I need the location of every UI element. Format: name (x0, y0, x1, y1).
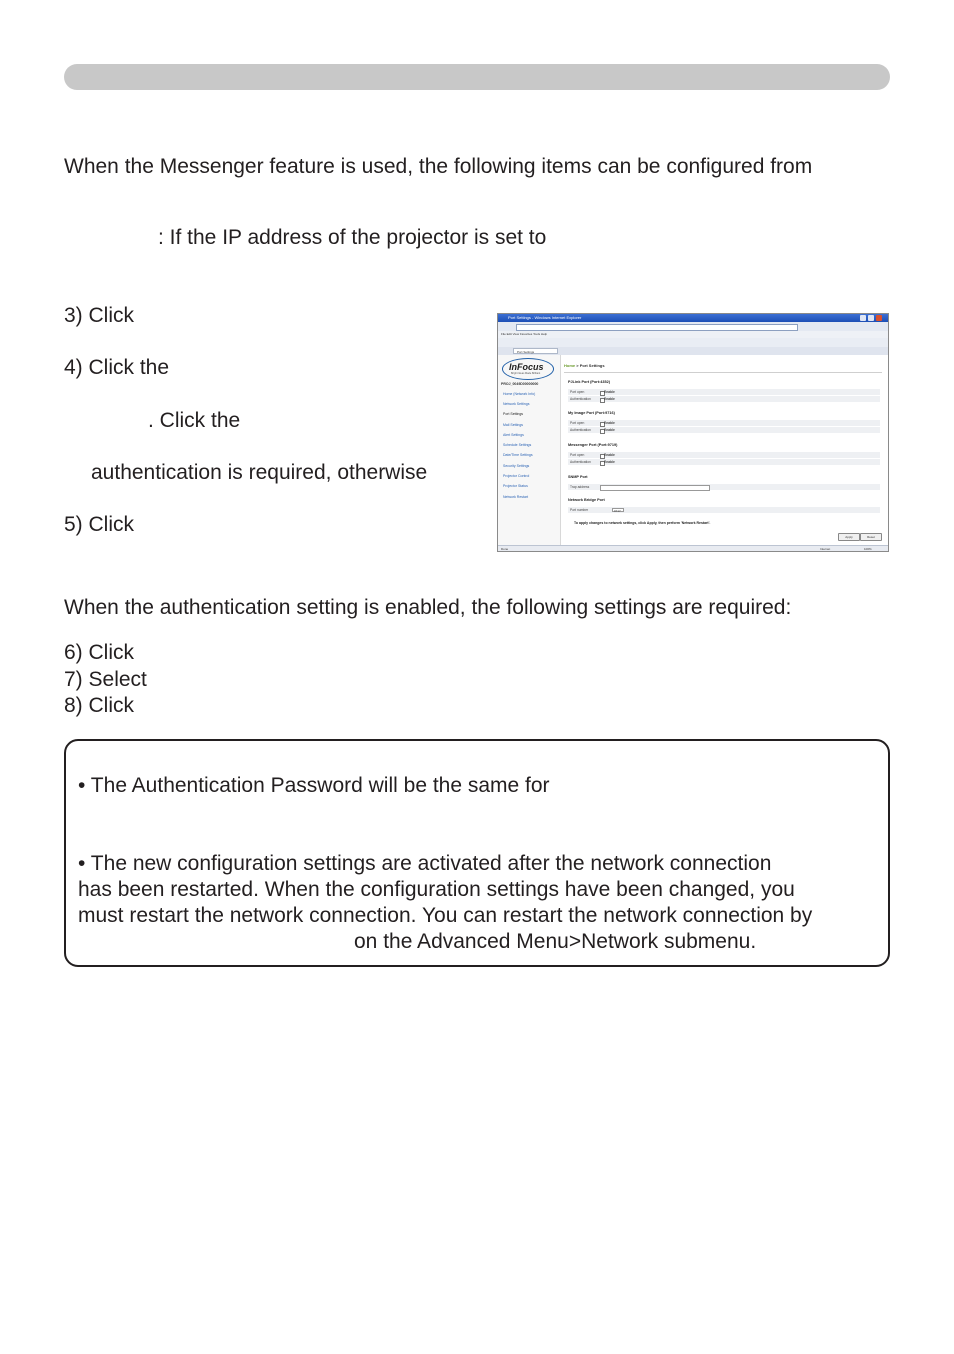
sidebar-item-network-settings[interactable]: Network Settings (503, 402, 530, 406)
port-settings-screenshot (497, 313, 889, 552)
sidebar-item-network-restart[interactable]: Network Restart (503, 495, 529, 499)
apply-button[interactable]: Apply (838, 533, 860, 541)
menu-items[interactable]: File Edit View Favorites Tools Help (501, 332, 548, 336)
section-myimage: My Image Port (Port:9716) (568, 411, 615, 415)
logo-text: InFocus (509, 362, 544, 372)
status-zone: Internet (820, 547, 831, 551)
bridge-port-number-row (568, 507, 880, 513)
section-header-bar (64, 64, 890, 90)
trap-address-input[interactable] (600, 485, 710, 491)
note-password: • The Authentication Password will be the same for (78, 774, 550, 797)
row-label: Authentication (570, 397, 591, 401)
step-5: 5) Click (64, 513, 135, 536)
sidebar-item-projector-status[interactable]: Projector Status (503, 484, 528, 488)
note-restart-line-3: must restart the network connection. You can restart the network connection by (78, 904, 813, 927)
status-bar (498, 545, 888, 552)
checkbox-label: Enable (604, 460, 615, 464)
step-4-continued: . Click the (148, 409, 241, 432)
section-snmp: SNMP Port (568, 475, 588, 479)
step-4-authentication: authentication is required, otherwise (91, 461, 428, 484)
sidebar-item-alert-settings[interactable]: Alert Settings (503, 433, 524, 437)
row-label: Trap address (570, 485, 590, 489)
status-text: Done (501, 547, 509, 551)
checkbox-label: Enable (604, 421, 615, 425)
sidebar-item-projector-control[interactable]: Projector Control (503, 474, 530, 478)
minimize-icon[interactable] (860, 315, 866, 321)
section-pjlink: PJLink Port (Port:4352) (568, 380, 610, 384)
messenger-port-open-row (568, 452, 880, 458)
infocus-logo (502, 358, 554, 380)
sidebar-item-port-settings[interactable]: Port Settings (503, 412, 524, 416)
reset-button[interactable]: Reset (860, 533, 882, 541)
status-zoom[interactable]: 100% (864, 547, 872, 551)
auth-intro-text: When the authentication setting is enabled, the following settings are required: (64, 596, 792, 619)
note-restart-line-4: on the Advanced Menu>Network submenu. (354, 930, 757, 953)
divider (564, 372, 882, 373)
checkbox-label: Enable (604, 428, 615, 432)
checkbox-label: Enable (604, 397, 615, 401)
breadcrumb-home[interactable]: Home (564, 363, 576, 368)
address-field[interactable] (516, 324, 798, 331)
close-icon[interactable] (876, 315, 882, 321)
myimage-port-open-row (568, 420, 880, 426)
step-4: 4) Click the (64, 356, 170, 379)
pjlink-authentication-row (568, 396, 880, 402)
row-label: Port open (570, 390, 585, 394)
row-label: Authentication (570, 460, 591, 464)
row-label: Port number (570, 508, 589, 512)
breadcrumb-current: > Port Settings (576, 363, 605, 368)
checkbox-label: Enable (604, 453, 615, 457)
myimage-authentication-row (568, 427, 880, 433)
window-title: Port Settings - Windows Internet Explorer (508, 315, 582, 320)
row-label: Port open (570, 421, 585, 425)
step-3: 3) Click (64, 304, 135, 327)
menu-bar (498, 331, 888, 338)
page-content (498, 355, 888, 545)
step-8: 8) Click (64, 694, 135, 717)
breadcrumb (564, 363, 605, 368)
intro-text: When the Messenger feature is used, the following items can be configured from (64, 155, 813, 178)
step-7: 7) Select (64, 668, 147, 691)
step-6: 6) Click (64, 641, 135, 664)
row-label: Port open (570, 453, 585, 457)
snmp-trap-address-row (568, 484, 880, 490)
messenger-authentication-row (568, 459, 880, 465)
sidebar (498, 355, 561, 545)
section-messenger: Messenger Port (Port:9719) (568, 443, 618, 447)
sidebar-item-home[interactable]: Home (Network Info) (503, 392, 536, 396)
note-restart-line-1: • The new configuration settings are activated after the network connection (78, 852, 772, 875)
main-panel (564, 355, 882, 545)
window-titlebar (498, 314, 888, 322)
sidebar-item-security-settings[interactable]: Security Settings (503, 464, 530, 468)
row-label: Authentication (570, 428, 591, 432)
logo-tagline: Bright Ideas Made Brilliant (511, 372, 541, 375)
sidebar-item-datetime-settings[interactable]: Date/Time Settings (503, 453, 533, 457)
note-restart-line-2: has been restarted. When the configuration settings have been changed, you (78, 878, 795, 901)
apply-note: To apply changes to network settings, click Apply, then perform 'Network Restart'. (574, 521, 711, 525)
projector-id: PROJ_0049D00000000 (501, 382, 539, 386)
sidebar-item-schedule-settings[interactable]: Schedule Settings (503, 443, 532, 447)
checkbox-label: Enable (604, 390, 615, 394)
port-number-input[interactable]: 9717 (612, 508, 624, 512)
tab-port-settings[interactable]: Port Settings (513, 348, 558, 354)
sidebar-item-mail-settings[interactable]: Mail Settings (503, 423, 524, 427)
ip-note-text: : If the IP address of the projector is set to (158, 226, 547, 249)
maximize-icon[interactable] (868, 315, 874, 321)
section-network-bridge: Network Bridge Port (568, 498, 605, 502)
pjlink-port-open-row (568, 389, 880, 395)
